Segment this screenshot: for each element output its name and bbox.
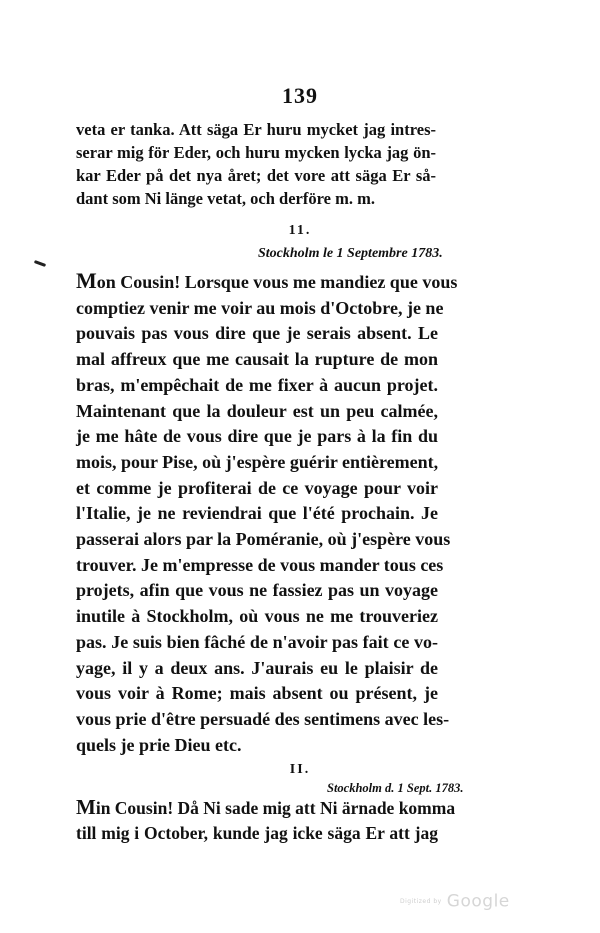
text-line: serar mig för Eder, och huru mycken lycka jag ön- — [76, 143, 436, 162]
text-line-rest: on Cousin! Lorsque vous me mandiez que vous — [96, 272, 458, 292]
text-line: till mig i October, kunde jag icke säga Er att jag — [76, 823, 438, 843]
text-line: pas. Je suis bien fâché de n'avoir pas fait ce vo- — [76, 631, 438, 652]
text-line: pouvais pas vous dire que je serais absent. Le — [76, 323, 438, 344]
watermark-brand: Google — [446, 891, 510, 912]
digitized-watermark — [400, 891, 510, 912]
text-line: comptiez venir me voir au mois d'Octobre, je ne — [76, 297, 444, 318]
text-line: l'Italie, je ne reviendrai que l'été prochain. Je — [76, 503, 438, 524]
text-line: quels je prie Dieu etc. — [76, 734, 242, 755]
text-line: yage, il y a deux ans. J'aurais eu le plaisir de — [76, 657, 438, 678]
initial-letter: M — [76, 268, 97, 293]
text-line: vous prie d'être persuadé des sentimens avec les- — [76, 708, 450, 729]
text-line: inutile à Stockholm, où vous ne me trouveriez — [76, 606, 438, 627]
initial-letter: M — [76, 795, 96, 819]
text-line — [76, 268, 458, 296]
text-line: dant som Ni länge vetat, och derföre m. m. — [76, 189, 375, 208]
continued-swedish-paragraph — [76, 118, 436, 210]
text-line: vous voir à Rome; mais absent ou présent, je — [76, 683, 438, 704]
text-line-rest: in Cousin! Då Ni sade mig att Ni ärnade komma — [95, 798, 456, 818]
text-line: mois, pour Pise, où j'espère guérir entièrement, — [76, 451, 439, 472]
watermark-prefix: Digitized by — [400, 898, 442, 905]
text-line: je me hâte de vous dire que je pars à la fin du — [76, 426, 438, 447]
page-number: 139 — [282, 83, 318, 108]
text-line: mal affreux que me causait la rupture de mon — [76, 349, 438, 370]
text-line — [76, 795, 456, 821]
text-line: projets, afin que vous ne fassiez pas un voyage — [76, 580, 438, 601]
letter-number: II. — [289, 762, 311, 777]
text-line: passerai alors par la Poméranie, où j'espère vous — [76, 529, 451, 550]
letter-dateline: Stockholm d. 1 Sept. 1783. — [327, 781, 464, 795]
text-line: kar Eder på det nya året; det vore att säga Er så- — [76, 166, 436, 185]
text-line: et comme je profiterai de ce voyage pour voir — [76, 477, 438, 498]
letter-number: 11. — [288, 223, 312, 238]
text-line: bras, m'empêchait de me fixer à aucun projet. — [76, 374, 438, 395]
french-letter-body — [76, 268, 458, 758]
margin-mark — [34, 260, 46, 267]
text-line: veta er tanka. Att säga Er huru mycket jag intres- — [76, 120, 436, 139]
swedish-letter-body — [76, 795, 456, 846]
text-line: trouver. Je m'empresse de vous mander tous ces — [76, 554, 444, 575]
letter-dateline: Stockholm le 1 Septembre 1783. — [258, 246, 443, 261]
text-line: Maintenant que la douleur est un peu calmée, — [76, 400, 438, 421]
